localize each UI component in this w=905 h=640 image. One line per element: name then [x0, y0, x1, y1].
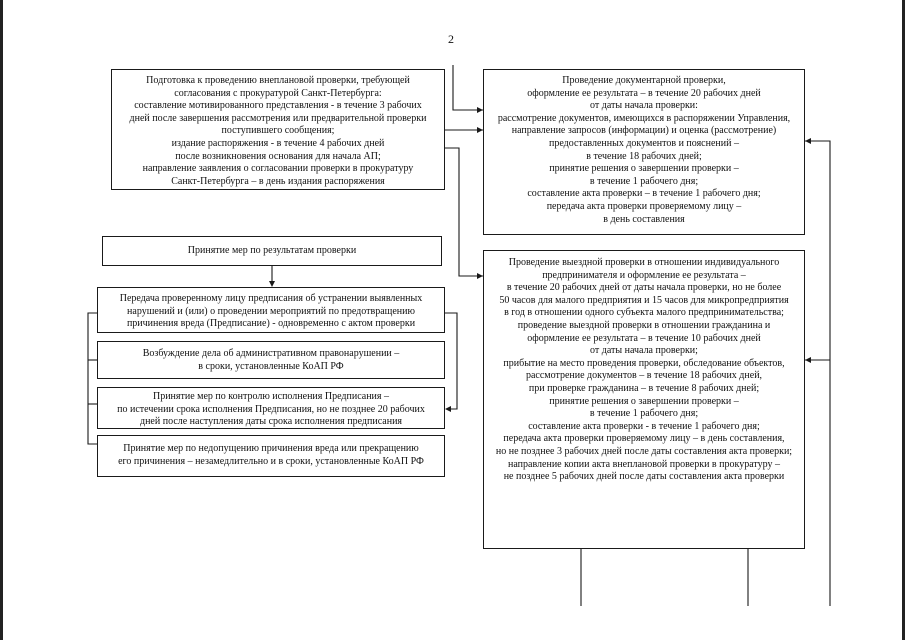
page-number: 2 — [448, 32, 454, 46]
prep-box: Подготовка к проведению внеплановой проверки, требующей согласования с прокуратурой Санкт-Петербурга: составление мотивированного представления - в течение 3 рабочих дней после завершения рассмотрения или предварительной проверки поступившего сообщения; издание распоряжения - в течение 4 рабочих дней после возникновения основания для начала АП; направление заявления о согласовании проверки в прокуратуру Санкт-Петербурга – в день издания распоряжения — [111, 69, 445, 190]
measures-box: Принятие мер по результатам проверки — [102, 236, 442, 266]
admin-case-box: Возбуждение дела об административном правонарушении – в сроки, установленные КоАП РФ — [97, 341, 445, 379]
prevent-box: Принятие мер по недопущению причинения вреда или прекращению его причинения – незамедлительно и в сроки, установленные КоАП РФ — [97, 435, 445, 477]
arrowhead-control — [445, 406, 451, 412]
arrowhead-documentary-return — [805, 138, 811, 144]
arrowhead-field-return — [805, 357, 811, 363]
connector-prep-to-field — [445, 148, 483, 276]
control-box: Принятие мер по контролю исполнения Предписания – по истечении срока исполнения Предписания, но не позднее 20 рабочих дней после наступления даты срока исполнения предписания — [97, 387, 445, 429]
connector-prescription-to-control — [445, 313, 457, 409]
field-check-box: Проведение выездной проверки в отношении индивидуального предпринимателя и оформление ее результата – в течение 20 рабочих дней от даты начала проверки, но не более 50 часов для малого предприятия и 15 часов для микропредприятия в год в отношении одного субъекта малого предпринимательства; проведение выездной проверки в отношении гражданина и оформление ее результата – в течение 10 рабочих дней от даты начала проверки; прибытие на место проведения проверки, обследование объектов, рассмотрение документов – в течение 18 рабочих дней, при проверке гражданина – в течение 8 рабочих дней; принятие решения о завершении проверки – в течение 1 рабочего дня; составление акта проверки - в течение 1 рабочего дня; передача акта проверки проверяемому лицу – в день составления, но не позднее 3 рабочих дней после даты составления акта проверки; направление копии акта внеплановой проверки в прокуратуру – не позднее 5 рабочих дней после даты составления акта проверки — [483, 250, 805, 549]
connector-entry-to-documentary — [453, 65, 483, 110]
connector-documentary-right — [805, 141, 830, 606]
documentary-check-box: Проведение документарной проверки, оформление ее результата – в течение 20 рабочих дней от даты начала проверки: рассмотрение документов, имеющихся в распоряжении Управления, направление запросов (информации) и оценка (рассмотрение) предоставленных документов и пояснений – в течение 18 рабочих дней; принятие решения о завершении проверки – в течение 1 рабочего дня; составление акта проверки – в течение 1 рабочего дня; передача акта проверки проверяемому лицу – в день составления — [483, 69, 805, 235]
connector-left-bracket — [88, 313, 97, 444]
prescription-box: Передача проверенному лицу предписания об устранении выявленных нарушений и (или) о проведении мероприятий по предотвращению причинения вреда (Предписание) - одновременно с актом проверки — [97, 287, 445, 333]
